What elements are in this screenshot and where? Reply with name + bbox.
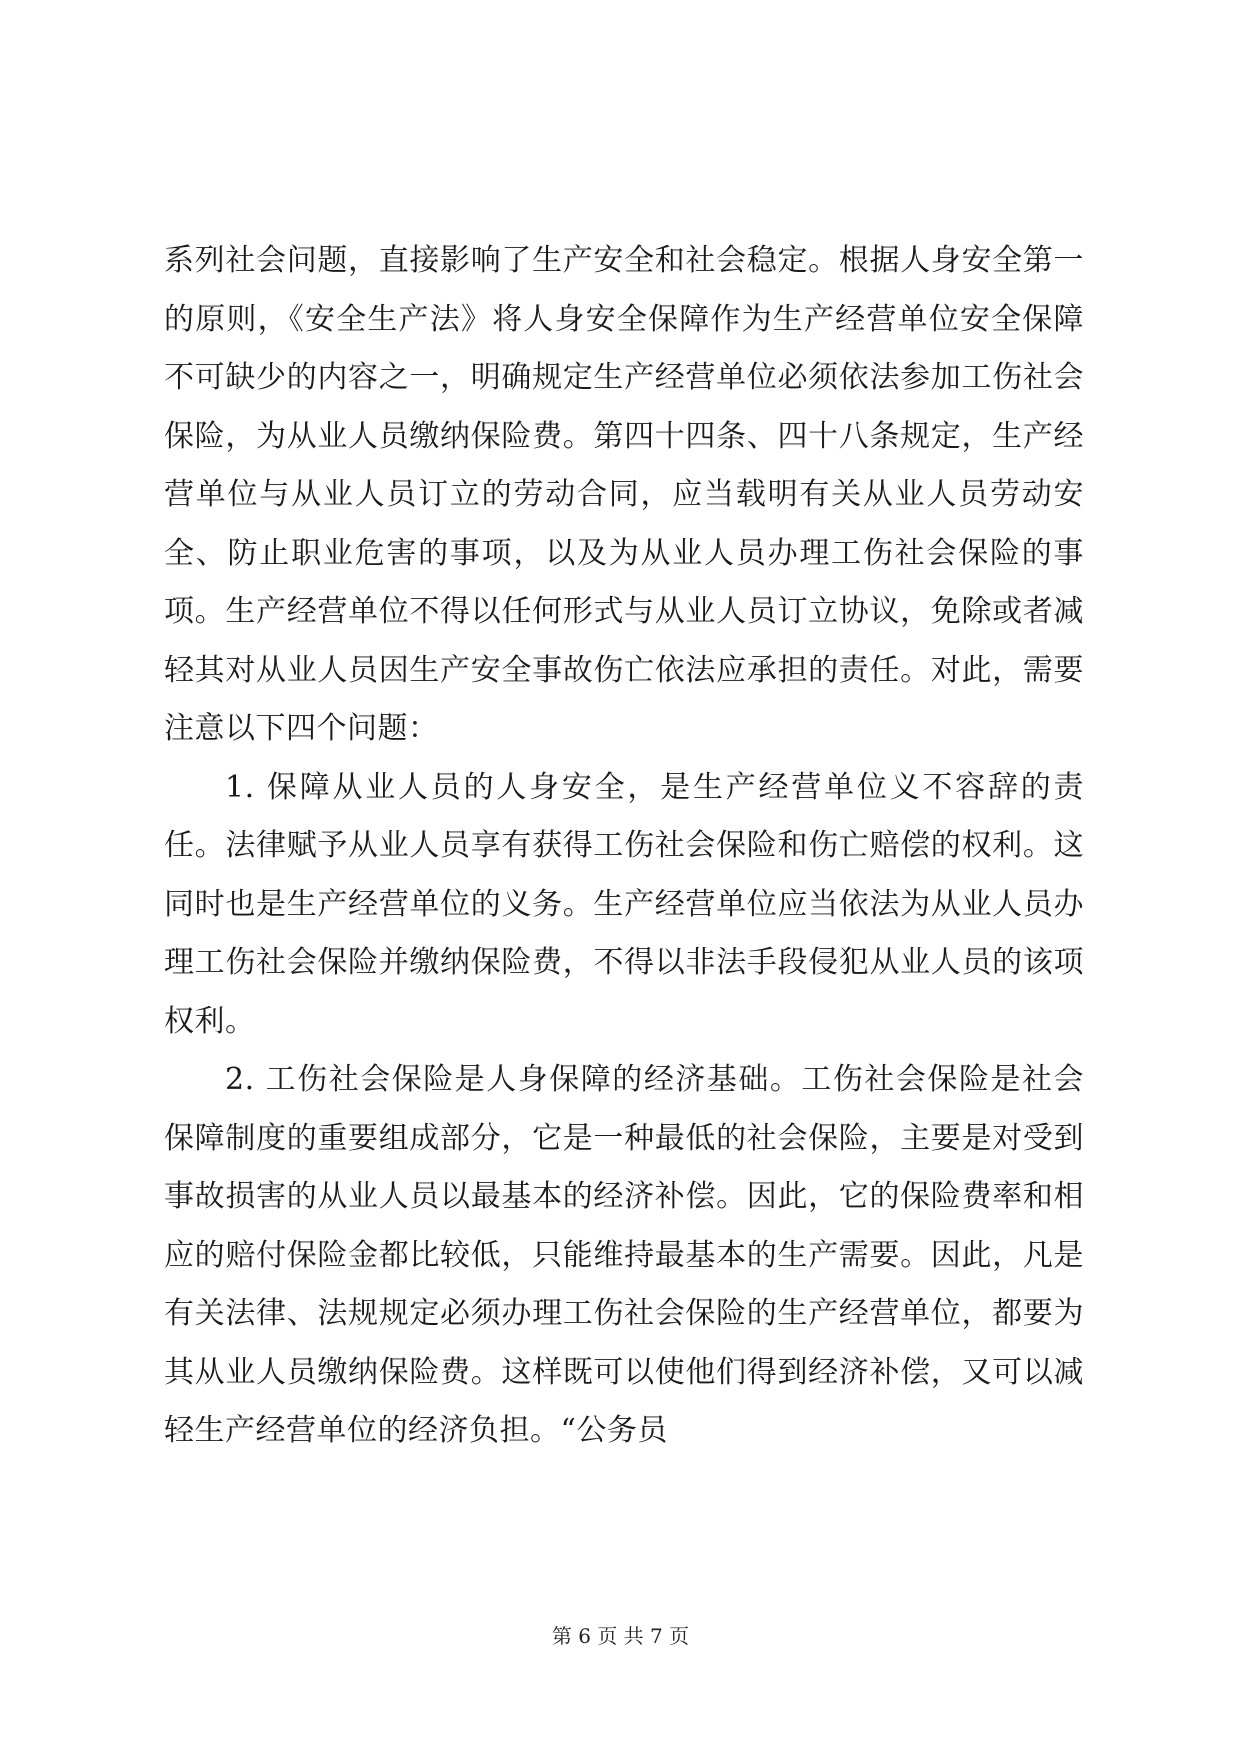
paragraph-continuation: 系列社会问题，直接影响了生产安全和社会稳定。根据人身安全第一的原则，《安全生产法》将人身安全保障作为生产经营单位安全保障不可缺少的内容之一，明确规定生产经营单位必须依法参加工伤社会保险，为从业人员缴纳保险费。第四十四条、四十八条规定，生产经营单位与从业人员订立的劳动合同，应当载明有关从业人员劳动安全、防止职业危害的事项，以及为从业人员办理工伤社会保险的事项。生产经营单位不得以任何形式与从业人员订立协议，免除或者减轻其对从业人员因生产安全事故伤亡依法应承担的责任。对此，需要注意以下四个问题：	[164, 243, 1084, 746]
body-text	[164, 232, 1084, 1461]
paragraph-item-1: 1. 保障从业人员的人身安全，是生产经营单位义不容辞的责任。法律赋予从业人员享有获得工伤社会保险和伤亡赔偿的权利。这同时也是生产经营单位的义务。生产经营单位应当依法为从业人员办理工伤社会保险并缴纳保险费，不得以非法手段侵犯从业人员的该项权利。	[164, 769, 1084, 1039]
page-number-footer: 第 6 页 共 7 页	[551, 1624, 690, 1648]
paragraph-item-2: 2. 工伤社会保险是人身保障的经济基础。工伤社会保险是社会保障制度的重要组成部分，它是一种最低的社会保险，主要是对受到事故损害的从业人员以最基本的经济补偿。因此，它的保险费率和相应的赔付保险金都比较低，只能维持最基本的生产需要。因此，凡是有关法律、法规规定必须办理工伤社会保险的生产经营单位，都要为其从业人员缴纳保险费。这样既可以使他们得到经济补偿，又可以减轻生产经营单位的经济负担。“公务员	[164, 1062, 1084, 1448]
